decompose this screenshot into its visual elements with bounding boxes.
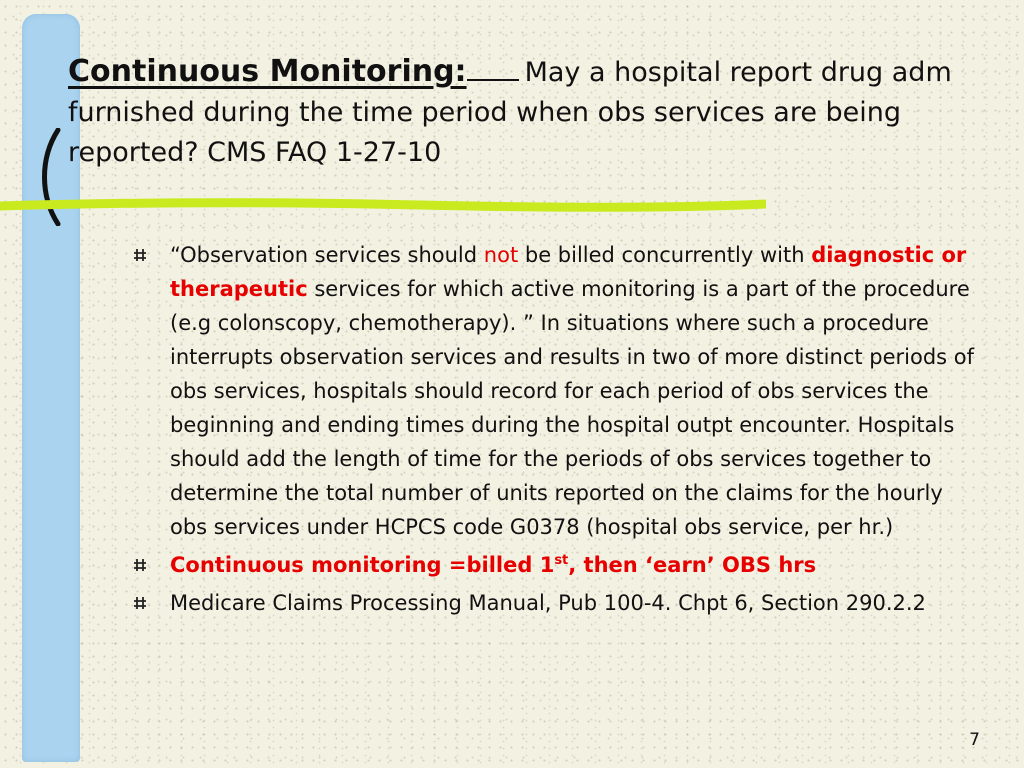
bullet-icon: [132, 595, 148, 611]
superscript: st: [554, 553, 569, 568]
bullet-icon: [132, 557, 148, 573]
slide-title: [68, 52, 998, 173]
bullet-item: [132, 238, 982, 544]
decorative-green-line: [0, 196, 766, 214]
bullet-item: [132, 548, 982, 582]
title-underline-gap: [467, 57, 519, 81]
bullet-item: [132, 586, 982, 620]
bullet-text: be billed concurrently with: [518, 243, 812, 267]
bullet-icon: [132, 247, 148, 263]
bullet-list: [132, 238, 982, 624]
emphasis-not: not: [483, 243, 519, 267]
bullet-text: Continuous monitoring =billed 1: [170, 553, 555, 577]
emphasis-diagnostic: diagnostic or therapeutic: [170, 243, 967, 301]
title-lead: Continuous Monitoring:: [68, 54, 467, 89]
bullet-text: services for which active monitoring is a part of the procedure (e.g colonscopy, chemotherapy). ” In situations where such a procedure interrupts observation services and results in two of more distinct periods of obs services, hospitals should record for each period of obs services the beginning and ending times during the hospital outpt encounter. Hospitals should add the length of time for the periods of obs services together to determine the total number of units reported on the claims for the hourly obs services under HCPCS code G0378 (hospital obs service, per hr.): [170, 277, 975, 539]
bullet-text: “Observation services should: [170, 243, 484, 267]
title-question: May a hospital report drug adm furnished during the time period when obs services are being reported? CMS FAQ 1-27-10: [68, 57, 952, 168]
page-number: 7: [969, 730, 980, 750]
bullet-text: Medicare Claims Processing Manual, Pub 100-4. Chpt 6, Section 290.2.2: [170, 591, 926, 615]
bullet-text: , then ‘earn’ OBS hrs: [568, 553, 817, 577]
